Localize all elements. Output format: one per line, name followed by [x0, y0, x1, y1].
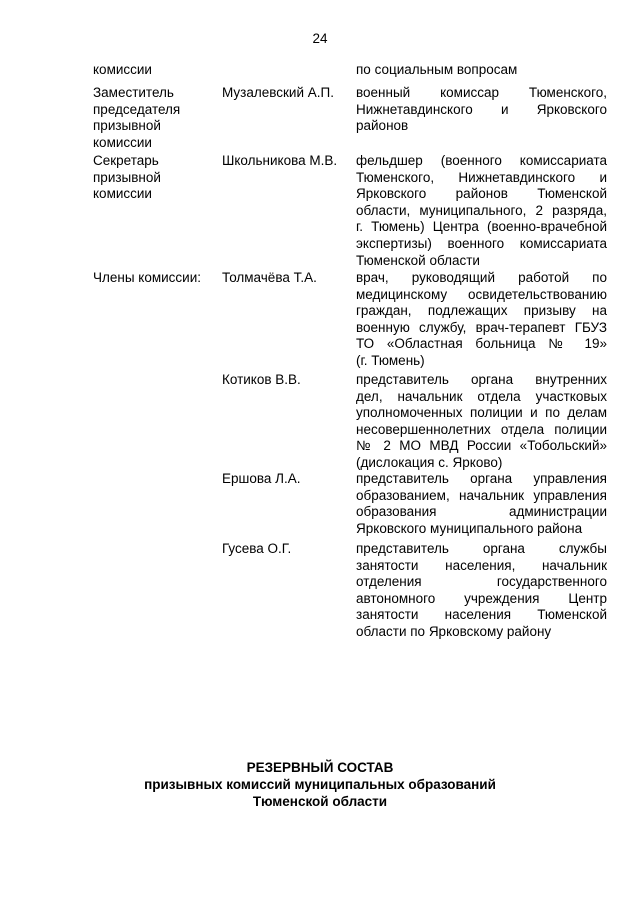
description-line: области, муниципального, 2 разряда,: [356, 202, 607, 218]
description-line: Тюменской области: [356, 252, 480, 268]
description-line: занятости населения Тюменской: [356, 607, 607, 623]
description-line: Ярковского районов Тюменской: [356, 186, 607, 202]
description-line: занятости населения, начальник: [356, 557, 607, 573]
heading-region: Тюменской области: [252, 794, 388, 809]
description-line: автономного учреждения Центр: [356, 590, 607, 606]
name-text: Котиков В.В.: [222, 372, 301, 387]
page-number: 24: [312, 31, 328, 46]
member-name: [222, 372, 350, 389]
section-heading: [0, 759, 640, 810]
member-name: [222, 85, 350, 102]
role-line: Члены комиссии:: [93, 270, 202, 285]
description-line: Тюменского, Нижнетавдинского и: [356, 169, 607, 185]
description-line: представитель органа внутренних: [356, 372, 607, 387]
role-line: комиссии: [93, 62, 152, 77]
role-line: Заместитель: [93, 85, 174, 100]
description-line: области по Ярковскому району: [356, 623, 552, 639]
member-description: [356, 270, 607, 370]
description-line: представитель органа управления: [356, 471, 607, 486]
description-line: районов: [356, 118, 409, 134]
member-description: [356, 372, 607, 472]
heading-subtitle: призывных комиссий муниципальных образований: [144, 777, 496, 792]
description-line: экспертизы) военного комиссариата: [356, 235, 607, 251]
member-role: [93, 153, 218, 203]
description-line: военный комиссар Тюменского,: [356, 85, 607, 100]
description-line: дел, начальник отдела участковых: [356, 388, 607, 404]
role-line: призывной: [93, 118, 161, 134]
description-line: уполномоченных полиции и по делам: [356, 405, 607, 421]
role-line: председателя: [93, 101, 181, 117]
description-line: медицинскому освидетельствованию: [356, 286, 607, 302]
member-name: [222, 62, 350, 79]
description-line: Нижнетавдинского и Ярковского: [356, 101, 607, 117]
member-role: [93, 62, 218, 79]
member-role: [93, 85, 218, 151]
role-line: комиссии: [93, 186, 152, 202]
description-line: представитель органа службы: [356, 541, 607, 556]
member-role: [93, 270, 218, 287]
description-line: врач, руководящий работой по: [356, 270, 607, 285]
name-text: Музалевский А.П.: [222, 85, 334, 100]
description-line: образования администрации: [356, 504, 607, 520]
name-text: Гусева О.Г.: [222, 541, 292, 556]
member-description: [356, 62, 607, 79]
description-line: образованием, начальник управления: [356, 487, 607, 503]
member-name: [222, 471, 350, 488]
description-line: по социальным вопросам: [356, 62, 518, 77]
member-description: [356, 471, 607, 537]
name-text: [222, 62, 350, 79]
member-name: [222, 541, 350, 558]
heading-title: РЕЗЕРВНЫЙ СОСТАВ: [246, 760, 394, 775]
member-name: [222, 153, 350, 170]
role-line: призывной: [93, 169, 161, 185]
description-line: г. Тюмень) Центра (военно-врачебной: [356, 219, 607, 235]
description-line: ТО «Областная больница № 19»: [356, 336, 607, 352]
name-text: Ершова Л.А.: [222, 471, 301, 486]
member-description: [356, 85, 607, 135]
description-line: граждан, подлежащих призыву на: [356, 303, 607, 319]
name-text: Школьникова М.В.: [222, 153, 338, 168]
description-line: военную службу, врач-терапевт ГБУЗ: [356, 319, 607, 335]
description-line: Ярковского муниципального района: [356, 520, 583, 536]
member-description: [356, 541, 607, 641]
description-line: № 2 МО МВД России «Тобольский»: [356, 438, 607, 454]
member-description: [356, 153, 607, 269]
description-line: отделения государственного: [356, 574, 607, 590]
role-line: Секретарь: [93, 153, 159, 168]
description-line: (дислокация с. Ярково): [356, 454, 503, 470]
description-line: фельдшер (военного комиссариата: [356, 153, 607, 168]
description-line: несовершеннолетних отдела полиции: [356, 421, 607, 437]
description-line: (г. Тюмень): [356, 352, 425, 368]
role-line: комиссии: [93, 134, 152, 150]
member-name: [222, 270, 350, 287]
name-text: Толмачёва Т.А.: [222, 270, 317, 285]
